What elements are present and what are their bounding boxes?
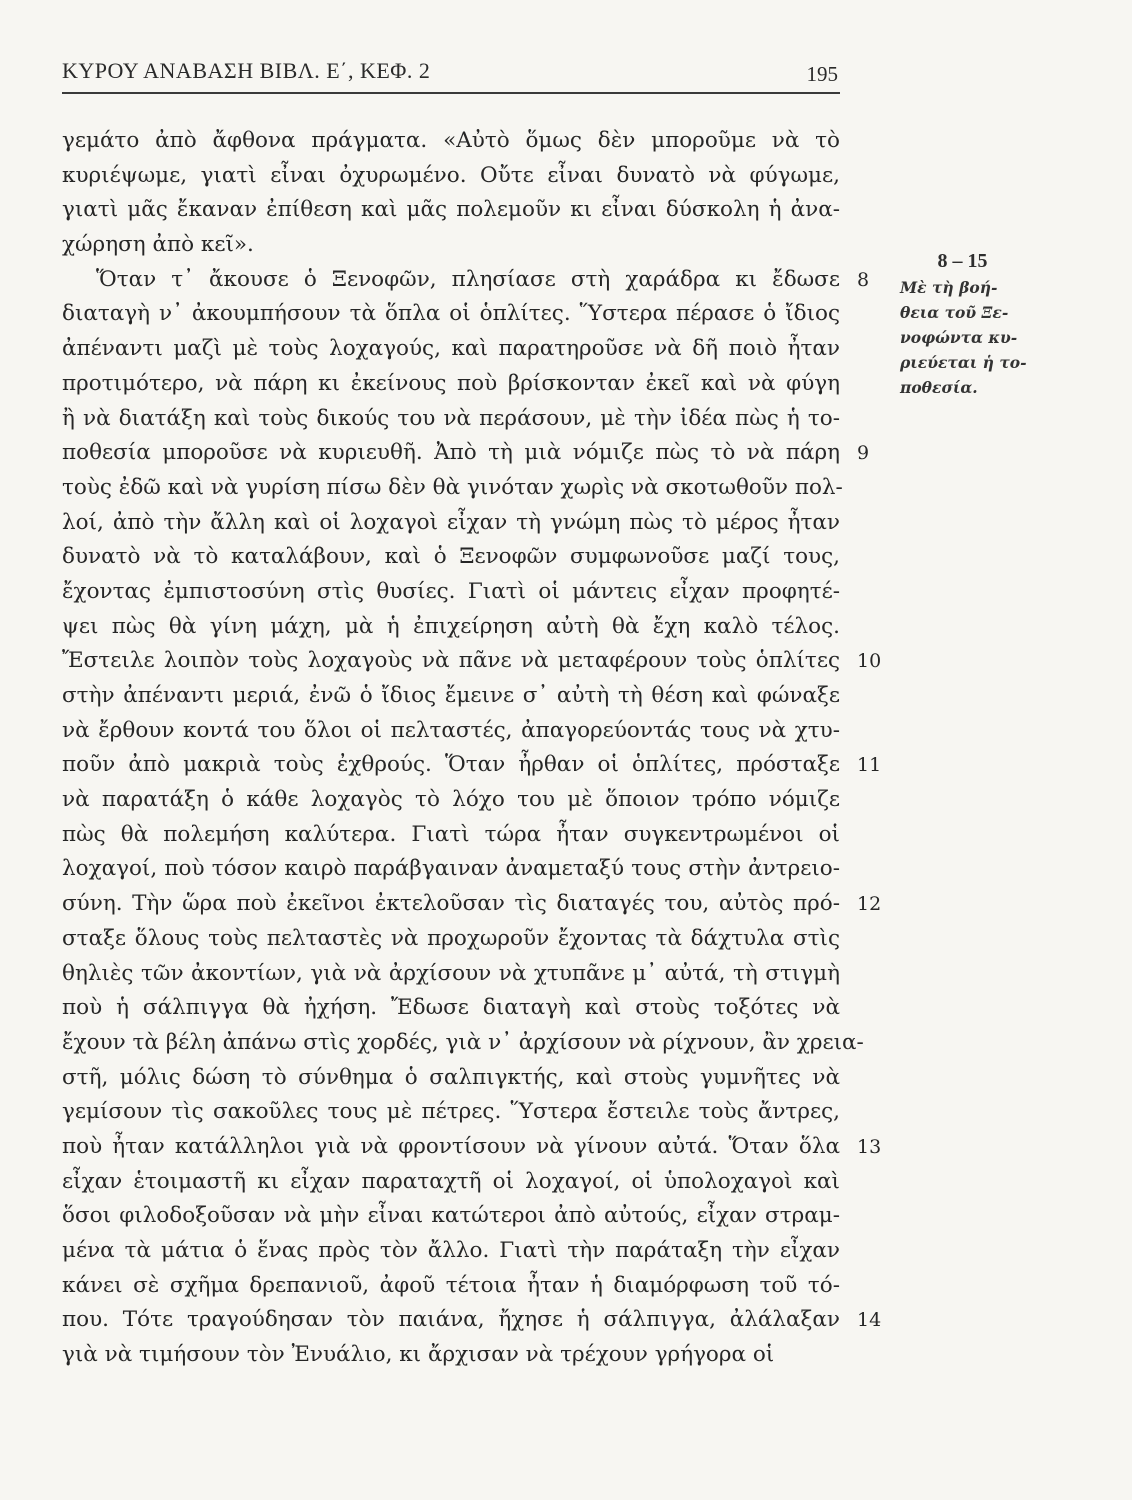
line-text: Ὅταν τ᾽ ἄκουσε ὁ Ξενοφῶν, πλησίασε στὴ χαράδρα κι ἔδωσε	[96, 266, 840, 292]
section-number: 10	[857, 650, 882, 673]
page-number: 195	[806, 62, 838, 86]
margin-note-line: ποθεσία.	[900, 378, 978, 397]
line-text: πὼς θὰ πολεμήση καλύτερα. Γιατὶ τώρα ἦταν συγκεντρωμένοι οἱ	[62, 821, 840, 847]
line-text: Ἔστειλε λοιπὸν τοὺς λοχαγοὺς νὰ πᾶνε νὰ μεταφέρουν τοὺς ὁπλίτες	[62, 648, 840, 674]
text-line	[62, 263, 870, 298]
line-text: μένα τὰ μάτια ὁ ἕνας πρὸς τὸν ἄλλο. Γιατὶ τὴν παράταξη τὴν εἶχαν	[62, 1238, 840, 1263]
line-text: ὅσοι φιλοδοξοῦσαν νὰ μὴν εἶναι κατώτεροι ἀπὸ αὐτούς, εἶχαν στραμ-	[62, 1203, 840, 1229]
text-line	[62, 332, 840, 367]
line-text: στῆ, μόλις δώση τὸ σύνθημα ὁ σαλπιγκτής, καὶ στοὺς γυμνῆτες νὰ	[62, 1064, 840, 1090]
line-text: θηλιὲς τῶν ἀκοντίων, γιὰ νὰ ἀρχίσουν νὰ χτυπᾶνε μ᾽ αὐτά, τὴ στιγμὴ	[62, 960, 840, 986]
text-line	[62, 991, 840, 1026]
text-line	[62, 1338, 840, 1373]
line-text: λοί, ἀπὸ τὴν ἄλλη καὶ οἱ λοχαγοὶ εἶχαν τὴ γνώμη πὼς τὸ μέρος ἦταν	[62, 509, 840, 535]
text-line	[62, 679, 840, 714]
section-number: 9	[857, 442, 870, 465]
text-line	[62, 575, 840, 610]
line-text: νὰ παρατάξη ὁ κάθε λοχαγὸς τὸ λόχο του μὲ ὅποιον τρόπο νόμιζε	[62, 787, 840, 813]
text-line	[62, 1061, 840, 1096]
line-text: προτιμότερο, νὰ πάρη κι ἐκείνους ποὺ βρίσκονταν ἐκεῖ καὶ νὰ φύγη	[62, 370, 840, 396]
text-line	[62, 159, 840, 194]
text-line	[62, 1303, 882, 1338]
margin-note	[900, 250, 1025, 400]
section-number: 12	[857, 893, 882, 916]
text-line	[62, 1026, 864, 1061]
text-line	[62, 193, 840, 228]
margin-note-line: νοφώντα κυ-	[900, 328, 1018, 347]
text-line	[62, 957, 840, 992]
section-number: 13	[857, 1135, 882, 1158]
text-line	[62, 540, 840, 575]
text-line	[62, 1269, 840, 1304]
line-text: κάνει σὲ σχῆμα δρεπανιοῦ, ἀφοῦ τέτοια ἦταν ἡ διαμόρφωση τοῦ τό-	[62, 1272, 840, 1298]
line-text: δυνατὸ νὰ τὸ καταλάβουν, καὶ ὁ Ξενοφῶν συμφωνοῦσε μαζί τους,	[62, 544, 840, 570]
line-text: σύνη. Τὴν ὥρα ποὺ ἐκεῖνοι ἐκτελοῦσαν τὶς διαταγές του, αὐτὸς πρό-	[62, 891, 840, 917]
text-line	[62, 1234, 840, 1269]
line-text: χώρηση ἀπὸ κεῖ».	[62, 232, 254, 258]
line-text: κυριέψωμε, γιατὶ εἶναι ὀχυρωμένο. Οὔτε εἶναι δυνατὸ νὰ φύγωμε,	[62, 162, 840, 188]
text-line	[62, 402, 840, 437]
text-line	[62, 124, 840, 159]
text-line	[62, 228, 840, 263]
text-line	[62, 818, 840, 853]
line-text: λοχαγοί, ποὺ τόσον καιρὸ παράβγαιναν ἀναμεταξύ τους στὴν ἀντρειο-	[62, 856, 840, 882]
line-text: τοὺς ἐδῶ καὶ νὰ γυρίση πίσω δὲν θὰ γινόταν χωρὶς νὰ σκοτωθοῦν πολ-	[62, 474, 843, 500]
text-line	[62, 644, 882, 679]
margin-note-line: Μὲ τὴ βοή-	[900, 278, 998, 297]
line-text: διαταγὴ ν᾽ ἀκουμπήσουν τὰ ὅπλα οἱ ὁπλίτες. Ὕστερα πέρασε ὁ ἴδιος	[62, 301, 840, 327]
text-line	[62, 887, 882, 922]
margin-note-text	[900, 275, 1025, 400]
text-line	[62, 506, 840, 541]
line-text: στὴν ἀπέναντι μεριά, ἐνῶ ὁ ἴδιος ἔμεινε σ᾽ αὐτὴ τὴ θέση καὶ φώναξε	[62, 683, 840, 708]
line-text: γεμάτο ἀπὸ ἄφθονα πράγματα. «Αὐτὸ ὅμως δὲν μποροῦμε νὰ τὸ	[62, 128, 840, 153]
text-line	[62, 783, 840, 818]
text-line	[62, 714, 840, 749]
text-line	[62, 1095, 840, 1130]
line-text: ἀπέναντι μαζὶ μὲ τοὺς λοχαγούς, καὶ παρατηροῦσε νὰ δῆ ποιὸ ἦταν	[62, 336, 840, 362]
section-number: 14	[857, 1309, 882, 1332]
line-text: νὰ ἔρθουν κοντά του ὅλοι οἱ πελταστές, ἀπαγορεύοντάς τους νὰ χτυ-	[62, 717, 840, 743]
section-number: 8	[857, 268, 870, 291]
line-text: γεμίσουν τὶς σακοῦλες τους μὲ πέτρες. Ὕστερα ἔστειλε τοὺς ἄντρες,	[62, 1099, 840, 1125]
line-text: γιατὶ μᾶς ἔκαναν ἐπίθεση καὶ μᾶς πολεμοῦν κι εἶναι δύσκολη ἡ ἀνα-	[62, 197, 840, 223]
line-text: γιὰ νὰ τιμήσουν τὸν Ἐνυάλιο, κι ἄρχισαν νὰ τρέχουν γρήγορα οἱ	[62, 1342, 775, 1368]
text-line	[62, 471, 843, 506]
text-line	[62, 1130, 882, 1165]
text-line	[62, 852, 840, 887]
text-line	[62, 297, 840, 332]
text-line	[62, 367, 840, 402]
text-line	[62, 748, 882, 783]
line-text: ἔχοντας ἐμπιστοσύνη στὶς θυσίες. Γιατὶ οἱ μάντεις εἶχαν προφητέ-	[62, 578, 840, 604]
margin-note-line: θεια τοῦ Ξε-	[900, 303, 1009, 322]
line-text: ἢ νὰ διατάξη καὶ τοὺς δικούς του νὰ περάσουν, μὲ τὴν ἰδέα πὼς ἡ το-	[62, 405, 840, 431]
line-text: ποὺ ἡ σάλπιγγα θὰ ἠχήση. Ἔδωσε διαταγὴ καὶ στοὺς τοξότες νὰ	[62, 995, 840, 1021]
line-text: που. Τότε τραγούδησαν τὸν παιάνα, ἤχησε ἡ σάλπιγγα, ἀλάλαξαν	[62, 1307, 840, 1333]
text-line	[62, 610, 840, 645]
text-line	[62, 1165, 840, 1200]
text-line	[62, 436, 870, 471]
line-text: ἔχουν τὰ βέλη ἀπάνω στὶς χορδές, γιὰ ν᾽ ἀρχίσουν νὰ ρίχνουν, ἂν χρεια-	[62, 1029, 864, 1055]
line-text: ποῦν ἀπὸ μακριὰ τοὺς ἐχθρούς. Ὅταν ἦρθαν οἱ ὁπλίτες, πρόσταξε	[62, 752, 840, 778]
page-header	[62, 58, 840, 94]
line-text: ποθεσία μποροῦσε νὰ κυριευθῆ. Ἀπὸ τὴ μιὰ νόμιζε πὼς τὸ νὰ πάρη	[62, 440, 840, 466]
main-text	[62, 124, 882, 1373]
line-text: ψει πὼς θὰ γίνη μάχη, μὰ ἡ ἐπιχείρηση αὐτὴ θὰ ἔχη καλὸ τέλος.	[62, 613, 840, 639]
section-number: 11	[857, 754, 882, 777]
line-text: εἶχαν ἑτοιμαστῆ κι εἶχαν παραταχτῆ οἱ λοχαγοί, οἱ ὑπολοχαγοὶ καὶ	[62, 1168, 840, 1194]
margin-note-line: ριεύεται ἡ το-	[900, 353, 1027, 372]
text-line	[62, 922, 840, 957]
line-text: σταξε ὅλους τοὺς πελταστὲς νὰ προχωροῦν ἔχοντας τὰ δάχτυλα στὶς	[62, 925, 840, 951]
text-line	[62, 1199, 840, 1234]
running-head: ΚΥΡΟΥ ΑΝΑΒΑΣΗ ΒΙΒΛ. Ε΄, ΚΕΦ. 2	[62, 58, 431, 83]
line-text: ποὺ ἦταν κατάλληλοι γιὰ νὰ φροντίσουν νὰ γίνουν αὐτά. Ὅταν ὅλα	[62, 1133, 840, 1159]
margin-note-range: 8 – 15	[937, 250, 988, 272]
